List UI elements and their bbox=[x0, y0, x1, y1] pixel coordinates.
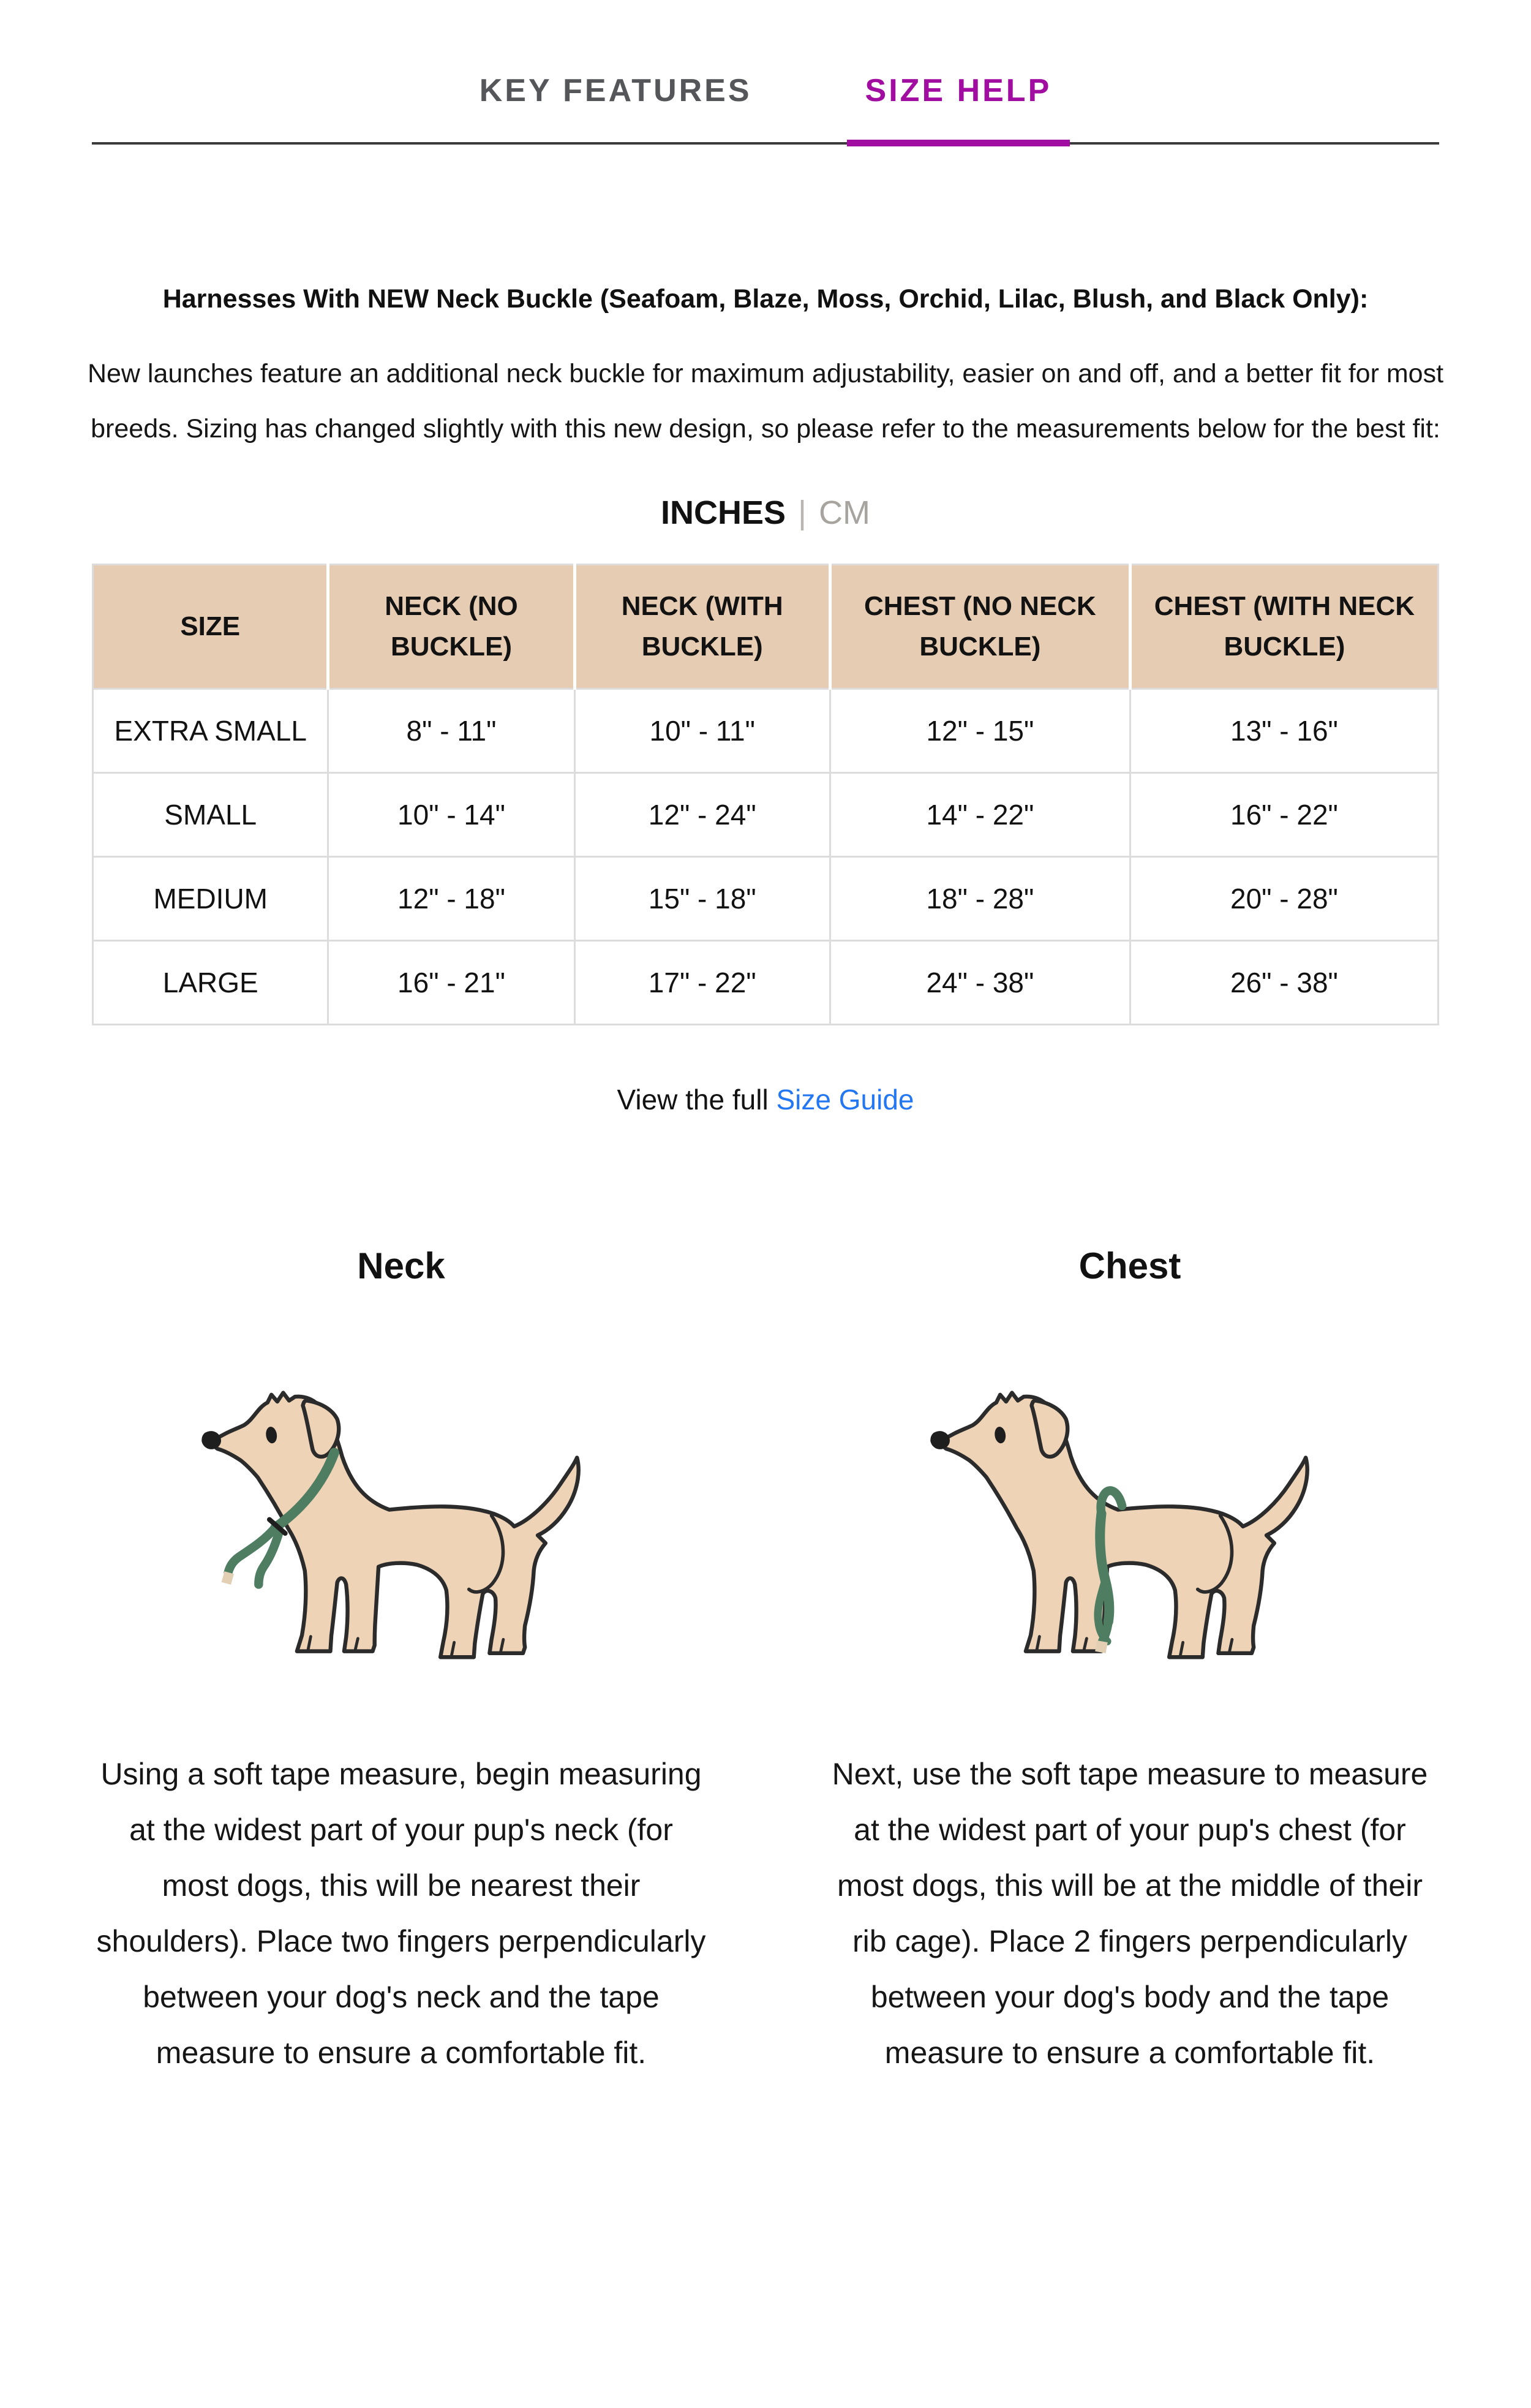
size-guide-link[interactable]: Size Guide bbox=[776, 1083, 914, 1115]
table-cell: 8" - 11" bbox=[328, 689, 574, 772]
measure-chest-column bbox=[781, 1245, 1479, 2081]
table-row bbox=[93, 772, 1439, 856]
cell-size-label: EXTRA SMALL bbox=[93, 689, 328, 772]
intro-paragraph: New launches feature an additional neck buckle for maximum adjustability, easier on and off, and a better fit for most breeds. Sizing has changed slightly with this new design, so please refer to the measurements below for the best fit: bbox=[87, 359, 1444, 444]
cell-size-label: SMALL bbox=[93, 772, 328, 856]
table-cell: 13" - 16" bbox=[1130, 689, 1438, 772]
table-row bbox=[93, 856, 1439, 940]
table-cell: 16" - 22" bbox=[1130, 772, 1438, 856]
table-row bbox=[93, 689, 1439, 772]
table-cell: 20" - 28" bbox=[1130, 856, 1438, 940]
bottom-spacer bbox=[0, 2081, 1531, 2185]
table-cell: 14" - 22" bbox=[830, 772, 1130, 856]
tab-size-help[interactable]: SIZE HELP bbox=[865, 72, 1052, 142]
neck-title: Neck bbox=[357, 1245, 445, 1286]
table-cell: 16" - 21" bbox=[328, 940, 574, 1024]
size-guide-line bbox=[0, 1083, 1531, 1116]
table-cell: 12" - 15" bbox=[830, 689, 1130, 772]
table-cell: 17" - 22" bbox=[574, 940, 830, 1024]
cell-size-label: MEDIUM bbox=[93, 856, 328, 940]
column-header-size: SIZE bbox=[93, 564, 328, 689]
unit-divider: | bbox=[798, 494, 807, 531]
tab-bar bbox=[92, 0, 1439, 145]
table-header-row bbox=[93, 564, 1439, 689]
neck-description: Using a soft tape measure, begin measuring at the widest part of your pup's neck (for most dogs, this will be nearest their shoulders). Place two fingers perpendicularly between your dog's neck and the tape measure to ensure a comfortable fit. bbox=[96, 1756, 706, 2070]
unit-inches-toggle[interactable]: INCHES bbox=[660, 494, 786, 531]
table-cell: 10" - 14" bbox=[328, 772, 574, 856]
tab-key-features[interactable]: KEY FEATURES bbox=[479, 73, 752, 108]
column-header-neck-with-buckle: NECK (WITH BUCKLE) bbox=[574, 564, 830, 689]
table-cell: 18" - 28" bbox=[830, 856, 1130, 940]
table-cell: 15" - 18" bbox=[574, 856, 830, 940]
table-cell: 12" - 24" bbox=[574, 772, 830, 856]
table-cell: 12" - 18" bbox=[328, 856, 574, 940]
measure-neck-column bbox=[52, 1245, 750, 2081]
chest-title: Chest bbox=[1078, 1245, 1181, 1286]
size-chart-table bbox=[92, 564, 1439, 1025]
intro-heading: Harnesses With NEW Neck Buckle (Seafoam, Blaze, Moss, Orchid, Lilac, Blush, and Black Only): bbox=[162, 284, 1369, 314]
column-header-chest-with-neck-buckle: CHEST (WITH NECK BUCKLE) bbox=[1130, 564, 1438, 689]
column-header-neck-no-buckle: NECK (NO BUCKLE) bbox=[328, 564, 574, 689]
column-header-chest-no-neck-buckle: CHEST (NO NECK BUCKLE) bbox=[830, 564, 1130, 689]
dog-chest-measure-illustration bbox=[914, 1342, 1346, 1685]
table-cell: 26" - 38" bbox=[1130, 940, 1438, 1024]
chest-description: Next, use the soft tape measure to measure at the widest part of your pup's chest (for most dogs, this will be at the middle of their rib cage). Place 2 fingers perpendicularly between your dog's body and the tape measure to ensure a comfortable fit. bbox=[832, 1756, 1428, 2070]
measure-section bbox=[52, 1245, 1479, 2081]
table-cell: 24" - 38" bbox=[830, 940, 1130, 1024]
size-guide-prefix: View the full bbox=[617, 1083, 777, 1115]
cell-size-label: LARGE bbox=[93, 940, 328, 1024]
table-row bbox=[93, 940, 1439, 1024]
unit-cm-toggle[interactable]: CM bbox=[819, 494, 871, 531]
dog-neck-measure-illustration bbox=[185, 1342, 617, 1685]
table-cell: 10" - 11" bbox=[574, 689, 830, 772]
unit-toggle bbox=[0, 494, 1531, 532]
